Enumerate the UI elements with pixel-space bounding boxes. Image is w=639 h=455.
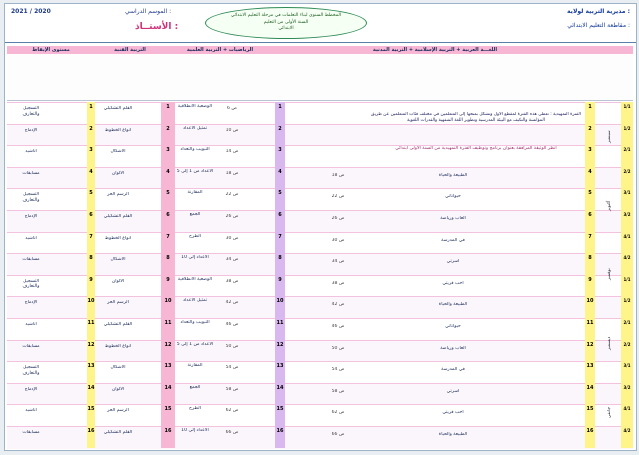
art-content: أنواع الخطوط — [104, 235, 132, 241]
month-label: نوفمبر — [607, 268, 612, 281]
level-content: مسابقات — [22, 170, 40, 176]
week-term: 4/1 — [621, 404, 633, 426]
math-content: المقارنة — [187, 363, 203, 369]
week-number: 10 — [161, 296, 175, 318]
art-content: الألوان — [111, 386, 125, 392]
week-number: 7 — [275, 232, 285, 254]
art-content: الرسم الحر — [107, 192, 129, 198]
arabic-page: ص 18 — [331, 172, 345, 178]
page-ref: ص 66 — [225, 430, 239, 435]
week-number: 13 — [161, 361, 175, 383]
art-content: أنواع الخطوط — [104, 343, 132, 349]
level-content: أناشيد — [25, 322, 37, 327]
arabic-page: ص 66 — [331, 432, 345, 437]
math-content: التبويب والتعداد — [180, 147, 210, 153]
level-content: الإدماج — [24, 300, 38, 306]
level-content: التسجيل والتعارف — [22, 106, 40, 117]
page-ref: ص 26 — [225, 214, 239, 219]
page-ref: ص 22 — [225, 192, 239, 198]
week-number: 10 — [87, 296, 95, 318]
month-label: ديسمبر — [607, 337, 612, 351]
week-number: 2 — [161, 124, 175, 146]
week-number: 15 — [161, 404, 175, 426]
week-number: 5 — [161, 188, 175, 210]
art-content: الأشكال — [110, 365, 126, 371]
math-content: الأعداد من 1 إلى 5 — [176, 168, 214, 174]
arabic-page: ص 30 — [331, 237, 345, 243]
week-number: 9 — [161, 275, 175, 297]
week-term: 4/2 — [621, 253, 633, 275]
intro-note: الفترة التمهيدية : تعطى هذه الفترة لمقطع الأول وتشكل بمنحها إلى المتعلمين في مختلف فئات المتعلمين عن طريق المؤانسة والتكيف مع البيئة المدرسية وتطوير اللغة الشفهية والقدرات اللغوية — [371, 112, 581, 123]
week-row — [7, 275, 633, 298]
art-content: الأشكال — [110, 257, 126, 263]
level-content: الإدماج — [24, 386, 38, 392]
math-content: تمثيل الأعداد — [182, 125, 208, 131]
week-term: 1/1 — [621, 275, 633, 297]
week-number: 9 — [585, 275, 595, 297]
math-content: المقارنة — [187, 190, 203, 196]
center-subtitle-1: السنة الأولى من التعليم — [263, 19, 309, 25]
arabic-unit: أسرتي — [446, 388, 460, 394]
week-number: 1 — [87, 102, 95, 124]
math-content: الأعداد إلى 10 — [181, 428, 209, 433]
week-number: 2 — [87, 124, 95, 146]
arabic-unit: أسرتي — [446, 259, 460, 265]
section-level: مستوى الإيقاظ — [7, 46, 95, 54]
arabic-page: ص 58 — [331, 388, 345, 394]
week-number: 6 — [87, 210, 95, 232]
arabic-page: ص 38 — [331, 280, 345, 286]
page-ref: ص 34 — [225, 257, 239, 263]
week-number: 12 — [585, 340, 595, 362]
week-number: 14 — [275, 383, 285, 405]
week-number: 16 — [275, 426, 285, 448]
arabic-page: ص 22 — [331, 194, 345, 200]
week-number: 14 — [585, 383, 595, 405]
week-number: 15 — [275, 404, 285, 426]
art-content: الرسم الحر — [107, 408, 129, 414]
level-content: التسجيل والتعارف — [22, 192, 40, 203]
week-number: 13 — [585, 361, 595, 383]
page-ref: ص 6 — [227, 106, 237, 111]
page-ref: ص 42 — [225, 300, 239, 306]
section-corner — [595, 46, 633, 54]
week-term: 2/1 — [621, 318, 633, 340]
page-ref: ص 10 — [225, 127, 239, 133]
week-number: 13 — [87, 361, 95, 383]
math-content: تمثيل الأعداد — [182, 298, 208, 304]
week-number: 2 — [275, 124, 285, 146]
week-number: 8 — [585, 253, 595, 275]
page-ref: ص 38 — [225, 278, 239, 284]
week-number: 10 — [275, 296, 285, 318]
directorate: مديرية التربية لولاية : — [567, 8, 630, 15]
week-number: 10 — [585, 296, 595, 318]
week-number: 14 — [161, 383, 175, 405]
school-year: 2021 / 2020 — [11, 8, 51, 15]
arabic-unit: في المدرسة — [441, 237, 465, 243]
week-number: 7 — [87, 232, 95, 254]
week-row — [7, 383, 633, 406]
level-content: أناشيد — [25, 149, 37, 155]
week-number: 9 — [87, 275, 95, 297]
arabic-unit: الطبيعة والحياة — [438, 172, 468, 178]
week-row — [7, 188, 633, 211]
math-content: الجمع — [189, 212, 201, 217]
week-number: 3 — [87, 145, 95, 167]
column-header-band — [7, 54, 633, 101]
page-ref: ص 14 — [225, 149, 239, 155]
week-number: 11 — [275, 318, 285, 340]
page-ref: ص 54 — [225, 365, 239, 371]
week-number: 8 — [87, 253, 95, 275]
week-row — [7, 210, 633, 233]
week-number: 4 — [275, 167, 285, 189]
week-row — [7, 404, 633, 427]
intro-note-2: أنظر الوثيقة المرافقة بعنوان برنامج وتوظيف الفترة التمهيدية من السنة الأولى ابتدائي — [395, 146, 557, 151]
header-rule — [5, 42, 636, 43]
week-term: 3/1 — [621, 361, 633, 383]
week-number: 12 — [161, 340, 175, 362]
arabic-page: ص 26 — [331, 216, 345, 221]
page-ref: ص 50 — [225, 343, 239, 349]
week-row — [7, 426, 633, 449]
math-content: الجمع — [189, 384, 201, 390]
week-number: 15 — [585, 404, 595, 426]
week-number: 15 — [87, 404, 95, 426]
week-number: 4 — [161, 167, 175, 189]
page-ref: ص 62 — [225, 408, 239, 414]
level-content: أناشيد — [25, 235, 37, 241]
month-label: جانفي — [607, 407, 612, 419]
week-row — [7, 232, 633, 255]
arabic-unit: ألعاب ورياضة — [440, 345, 466, 351]
arabic-unit: حيواناتي — [445, 324, 461, 329]
week-term: 2/2 — [621, 340, 633, 362]
week-number: 7 — [161, 232, 175, 254]
week-number: 2 — [585, 124, 595, 146]
week-number: 5 — [585, 188, 595, 210]
week-term: 4/1 — [621, 232, 633, 254]
week-number: 6 — [585, 210, 595, 232]
week-number: 14 — [87, 383, 95, 405]
art-content: الألوان — [111, 170, 125, 176]
week-number: 1 — [585, 102, 595, 124]
week-number: 12 — [87, 340, 95, 362]
week-number: 6 — [161, 210, 175, 232]
art-content: الألوان — [111, 278, 125, 284]
math-content: الأعداد من 1 إلى 5 — [176, 341, 214, 347]
teacher-label: الأستــاذ : — [135, 22, 179, 32]
week-number: 12 — [275, 340, 285, 362]
week-number: 3 — [161, 145, 175, 167]
week-number: 1 — [161, 102, 175, 124]
section-math: الرياضيات + التربية العلمية — [165, 46, 275, 54]
arabic-page: ص 62 — [331, 410, 345, 416]
week-number: 11 — [161, 318, 175, 340]
art-content: أنواع الخطوط — [104, 127, 132, 133]
week-number: 1 — [275, 102, 285, 124]
arabic-page: ص 46 — [331, 324, 345, 329]
week-number: 16 — [87, 426, 95, 448]
section-arabic: اللغـــة العربية + التربية الإسلامية + التربية المدنية — [275, 46, 595, 54]
planning-sheet — [4, 3, 637, 451]
week-number: 8 — [275, 253, 285, 275]
week-number: 16 — [161, 426, 175, 448]
art-content: القلم التشكيلي — [103, 106, 133, 111]
arabic-page: ص 54 — [331, 367, 345, 373]
month-label: سبتمبر — [607, 130, 612, 143]
level-content: مسابقات — [22, 257, 40, 263]
art-content: القلم التشكيلي — [103, 322, 133, 327]
week-term: 2/1 — [621, 145, 633, 167]
arabic-unit: الطبيعة والحياة — [438, 432, 468, 437]
arabic-unit: أحب قريتي — [442, 280, 464, 286]
season-label: الموسم الدراسي : — [125, 8, 172, 15]
section-art: التربية الفنية — [95, 46, 165, 54]
math-content: الطرح — [189, 406, 201, 412]
math-content: التبويب والتعداد — [180, 320, 210, 325]
week-number: 13 — [275, 361, 285, 383]
week-number: 8 — [161, 253, 175, 275]
week-term: 3/1 — [621, 188, 633, 210]
week-number: 4 — [585, 167, 595, 189]
level-content: مسابقات — [22, 430, 40, 435]
level-content: التسجيل والتعارف — [22, 278, 40, 290]
art-content: الرسم الحر — [107, 300, 129, 306]
arabic-page: ص 42 — [331, 302, 345, 308]
week-number: 4 — [87, 167, 95, 189]
week-number: 11 — [87, 318, 95, 340]
month-label: أكتوبر — [607, 200, 612, 211]
math-content: الطرح — [189, 233, 201, 239]
week-term: 2/2 — [621, 167, 633, 189]
math-content: الأعداد إلى 10 — [181, 255, 209, 261]
art-content: القلم التشكيلي — [103, 214, 133, 219]
week-term: 1/2 — [621, 124, 633, 146]
document-header — [5, 4, 636, 42]
arabic-unit: ألعاب ورياضة — [440, 216, 466, 221]
week-term: 3/2 — [621, 383, 633, 405]
week-row — [7, 318, 633, 341]
week-number: 3 — [585, 145, 595, 167]
page-ref: ص 18 — [225, 170, 239, 176]
week-term: 4/2 — [621, 426, 633, 448]
level-content: التسجيل والتعارف — [22, 365, 40, 376]
week-number: 6 — [275, 210, 285, 232]
level-content: مسابقات — [22, 343, 40, 349]
week-number: 16 — [585, 426, 595, 448]
week-number: 11 — [585, 318, 595, 340]
week-row — [7, 253, 633, 276]
week-row — [7, 361, 633, 384]
week-row — [7, 296, 633, 319]
arabic-unit: الطبيعة والحياة — [438, 302, 468, 308]
week-term: 1/1 — [621, 102, 633, 124]
week-number: 7 — [585, 232, 595, 254]
page-ref: ص 46 — [225, 322, 239, 327]
center-subtitle-2: الابتدائي — [278, 26, 294, 31]
plan-grid — [7, 46, 633, 448]
week-term: 1/2 — [621, 296, 633, 318]
week-number: 5 — [87, 188, 95, 210]
page-ref: ص 30 — [225, 235, 239, 241]
week-number: 9 — [275, 275, 285, 297]
week-row — [7, 340, 633, 363]
arabic-page: ص 34 — [331, 259, 345, 265]
title-oval — [205, 7, 367, 39]
arabic-unit: حيواناتي — [445, 194, 461, 200]
arabic-unit: أحب قريتي — [442, 410, 464, 416]
inspectorate: مقاطعة التعليم الابتدائي : — [567, 22, 630, 29]
math-content: الوضعية الانطلاقية — [177, 104, 213, 109]
arabic-unit: في المدرسة — [441, 367, 465, 373]
art-content: الأشكال — [110, 149, 126, 155]
week-row — [7, 167, 633, 190]
art-content: القلم التشكيلي — [103, 430, 133, 435]
level-content: أناشيد — [25, 408, 37, 414]
center-title: المخطط السنوي لبناء التعلمات في مرحلة التعليم الابتدائي — [230, 13, 342, 18]
week-term: 3/2 — [621, 210, 633, 232]
arabic-page: ص 50 — [331, 345, 345, 351]
math-content: الوضعية الانطلاقية — [177, 276, 213, 282]
level-content: الإدماج — [24, 214, 38, 219]
week-number: 5 — [275, 188, 285, 210]
level-content: الإدماج — [24, 127, 38, 133]
page-ref: ص 58 — [225, 386, 239, 392]
week-number: 3 — [275, 145, 285, 167]
